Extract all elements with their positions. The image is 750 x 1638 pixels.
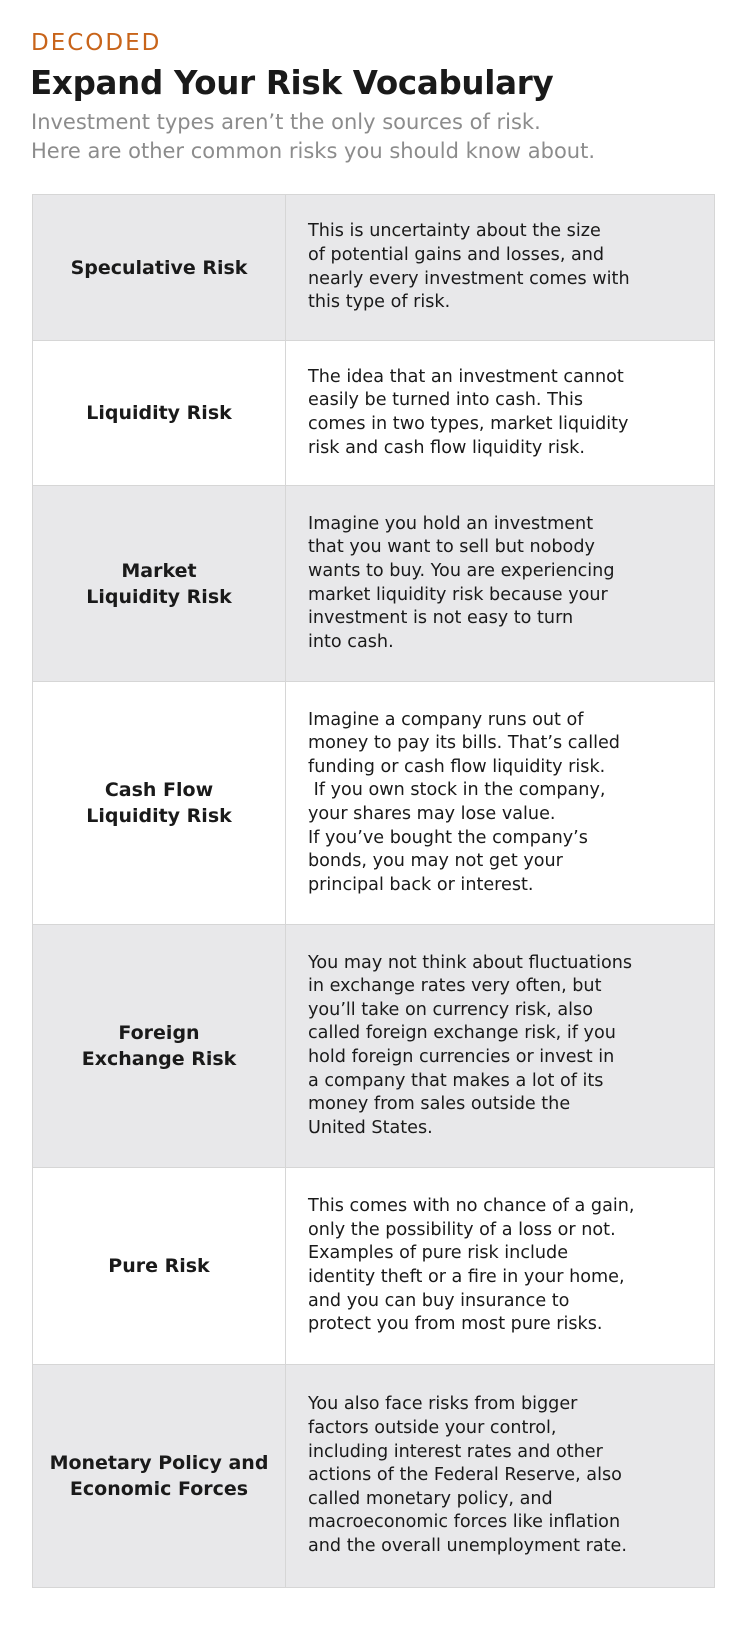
- risk-term-line: Monetary Policy and: [49, 1452, 269, 1474]
- risk-description-line: wants to buy. You are experiencing: [308, 560, 615, 581]
- risk-description-line: money from sales outside the: [308, 1094, 571, 1115]
- risk-description-line: The idea that an investment cannot: [308, 366, 624, 387]
- risk-description: [286, 925, 714, 1167]
- risk-description-line: This comes with no chance of a gain,: [308, 1196, 635, 1217]
- risk-description-line: investment is not easy to turn: [308, 608, 574, 629]
- risk-description-line: bonds, you may not get your: [308, 851, 563, 872]
- risk-description-line: that you want to sell but nobody: [308, 537, 595, 558]
- table-row: [33, 486, 714, 682]
- risk-description-line: market liquidity risk because your: [308, 584, 608, 605]
- risk-description-line: principal back or interest.: [308, 874, 534, 895]
- risk-term-line: Economic Forces: [69, 1478, 249, 1500]
- risk-description-line: including interest rates and other: [308, 1441, 603, 1462]
- risk-description-line: Examples of pure risk include: [308, 1243, 569, 1264]
- risk-vocabulary-table: [32, 194, 715, 1588]
- risk-term-line: Exchange Risk: [81, 1048, 237, 1070]
- risk-description-line: a company that makes a lot of its: [308, 1070, 604, 1091]
- risk-description-line: into cash.: [308, 631, 394, 652]
- risk-description: [286, 1168, 714, 1364]
- risk-description-line: actions of the Federal Reserve, also: [308, 1465, 622, 1486]
- risk-description-line: of potential gains and losses, and: [308, 244, 605, 265]
- risk-term: [33, 925, 286, 1167]
- table-row: [33, 195, 714, 341]
- risk-description-line: Imagine you hold an investment: [308, 513, 594, 534]
- intro-line: Here are other common risks you should know about.: [31, 139, 596, 163]
- table-row: [33, 925, 714, 1168]
- risk-description-line: United States.: [308, 1117, 433, 1138]
- risk-term-line: Liquidity Risk: [86, 402, 232, 424]
- risk-description: [286, 682, 714, 924]
- risk-description-line: factors outside your control,: [308, 1418, 557, 1439]
- risk-term: [33, 1168, 286, 1364]
- risk-description-line: in exchange rates very often, but: [308, 976, 602, 997]
- risk-description: [286, 486, 714, 681]
- risk-description-line: money to pay its bills. That’s called: [308, 733, 620, 754]
- risk-description-line: you’ll take on currency risk, also: [308, 999, 593, 1020]
- risk-description-line: macroeconomic forces like inflation: [308, 1512, 621, 1533]
- risk-description-line: You may not think about fluctuations: [308, 952, 633, 973]
- table-row: [33, 682, 714, 925]
- risk-description-line: and the overall unemployment rate.: [308, 1535, 627, 1556]
- risk-description-line: called foreign exchange risk, if you: [308, 1023, 616, 1044]
- risk-description-line: This is uncertainty about the size: [308, 221, 601, 242]
- risk-description-line: nearly every investment comes with: [308, 268, 630, 289]
- risk-description-line: called monetary policy, and: [308, 1488, 553, 1509]
- section-eyebrow: DECODED: [31, 30, 162, 56]
- risk-description-line: only the possibility of a loss or not.: [308, 1219, 616, 1240]
- risk-description-line: If you’ve bought the company’s: [308, 827, 588, 848]
- table-row: [33, 1365, 714, 1587]
- risk-description: [286, 341, 714, 485]
- risk-description-line: comes in two types, market liquidity: [308, 414, 629, 434]
- risk-description-line: You also face risks from bigger: [308, 1394, 578, 1415]
- risk-description-line: this type of risk.: [308, 292, 451, 313]
- risk-term-line: Pure Risk: [108, 1255, 210, 1277]
- intro-text: [31, 108, 731, 166]
- risk-term-line: Market: [121, 559, 197, 582]
- risk-description-line: identity theft or a fire in your home,: [308, 1267, 625, 1287]
- risk-description-line: If you own stock in the company,: [308, 780, 606, 801]
- risk-description: [286, 1365, 714, 1587]
- risk-description-line: your shares may lose value.: [308, 804, 556, 824]
- table-row: [33, 341, 714, 486]
- risk-description-line: hold foreign currencies or invest in: [308, 1047, 615, 1067]
- risk-description-line: and you can buy insurance to: [308, 1290, 570, 1311]
- risk-term-line: Liquidity Risk: [86, 585, 232, 608]
- table-row: [33, 1168, 714, 1365]
- risk-term: [33, 1365, 286, 1587]
- risk-term-line: Speculative Risk: [70, 256, 248, 279]
- risk-description-line: protect you from most pure risks.: [308, 1314, 603, 1335]
- intro-line: Investment types aren’t the only sources of risk.: [31, 110, 541, 134]
- risk-term-line: Cash Flow: [104, 779, 214, 801]
- risk-term-line: Liquidity Risk: [86, 805, 232, 827]
- risk-description-line: risk and cash flow liquidity risk.: [308, 437, 585, 458]
- risk-term: [33, 486, 286, 681]
- risk-term: [33, 341, 286, 485]
- risk-term: [33, 682, 286, 924]
- risk-term-line: Foreign: [118, 1022, 200, 1044]
- risk-description-line: easily be turned into cash. This: [308, 390, 584, 411]
- risk-description-line: Imagine a company runs out of: [308, 709, 584, 730]
- risk-description: [286, 195, 714, 340]
- risk-term: [33, 195, 286, 340]
- risk-description-line: funding or cash flow liquidity risk.: [308, 756, 606, 777]
- page-title: Expand Your Risk Vocabulary: [30, 64, 554, 102]
